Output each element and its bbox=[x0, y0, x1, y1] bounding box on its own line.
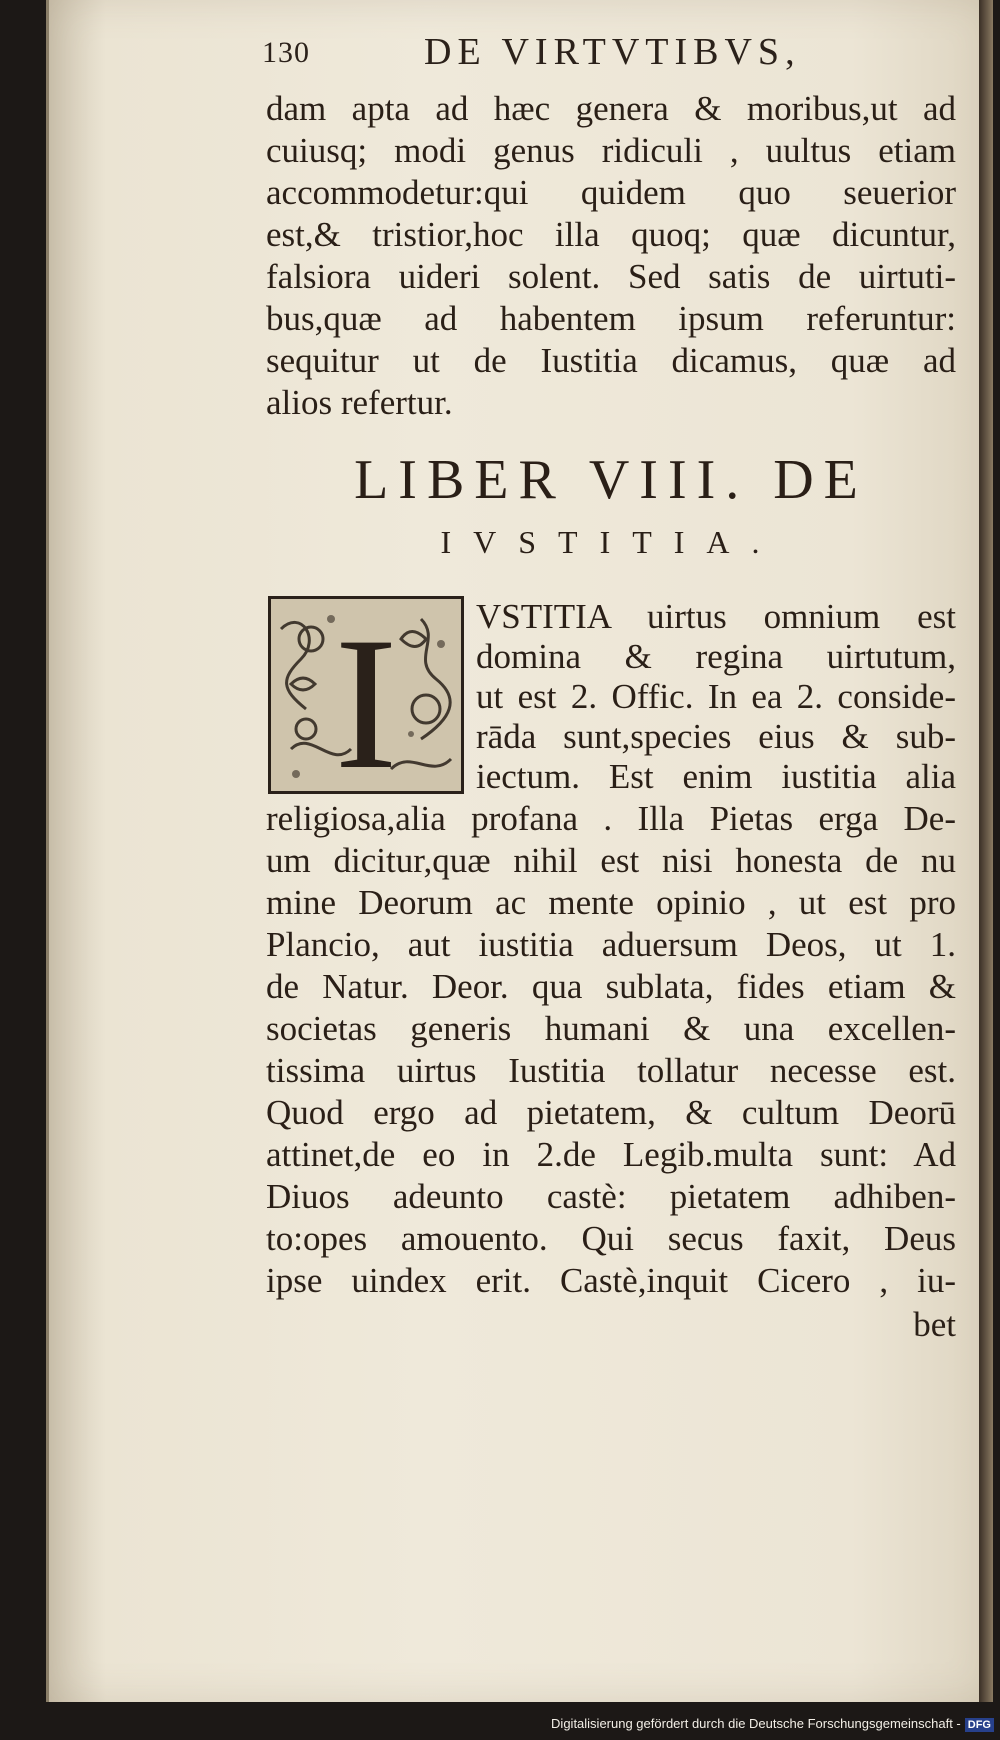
initial-letter: I bbox=[334, 599, 398, 791]
text-line: sequitur ut de Iustitia dicamus, quæ ad bbox=[266, 341, 956, 380]
text-line: VSTITIA uirtus omnium est bbox=[476, 597, 956, 636]
dfg-logo-icon: DFG bbox=[965, 1718, 994, 1732]
text-line: ipse uindex erit. Castè,inquit Cicero , iu- bbox=[266, 1261, 956, 1300]
text-line: domina & regina uirtutum, bbox=[476, 637, 956, 676]
text-line: est,& tristior,hoc illa quoq; quæ dicuntur, bbox=[266, 215, 956, 254]
text-line: Diuos adeunto castè: pietatem adhiben- bbox=[266, 1177, 956, 1216]
text-line: to:opes amouento. Qui secus faxit, Deus bbox=[266, 1219, 956, 1258]
book-subheading: IVSTITIA. bbox=[440, 524, 782, 560]
text-line: dam apta ad hæc genera & moribus,ut ad bbox=[266, 89, 956, 128]
text-line: ut est 2. Offic. In ea 2. conside- bbox=[476, 677, 956, 716]
text-line: societas generis humani & una excellen- bbox=[266, 1009, 956, 1048]
catchword: bet bbox=[913, 1305, 956, 1344]
text-line: accommodetur:qui quidem quo seuerior bbox=[266, 173, 956, 212]
text-line: attinet,de eo in 2.de Legib.multa sunt: Ad bbox=[266, 1135, 956, 1174]
book-heading: LIBER VIII. DE bbox=[354, 449, 868, 511]
running-head bbox=[262, 30, 822, 80]
text-line: alios refertur. bbox=[266, 383, 453, 422]
text-line: bus,quæ ad habentem ipsum referuntur: bbox=[266, 299, 956, 338]
decorated-initial-icon bbox=[268, 596, 464, 794]
footer-text: Digitalisierung gefördert durch die Deutsche Forschungsgemeinschaft - bbox=[551, 1716, 961, 1731]
text-line: tissima uirtus Iustitia tollatur necesse est. bbox=[266, 1051, 956, 1090]
text-line: de Natur. Deor. qua sublata, fides etiam & bbox=[266, 967, 956, 1006]
text-line: Plancio, aut iustitia aduersum Deos, ut 1. bbox=[266, 925, 956, 964]
running-title: DE VIRTVTIBVS, bbox=[424, 31, 801, 73]
page-number: 130 bbox=[262, 36, 310, 69]
text-line: Quod ergo ad pietatem, & cultum Deorū bbox=[266, 1093, 956, 1132]
text-line: um dicitur,quæ nihil est nisi honesta de nu bbox=[266, 841, 956, 880]
page-edge bbox=[979, 0, 993, 1702]
text-line: iectum. Est enim iustitia alia bbox=[476, 757, 956, 796]
text-line: cuiusq; modi genus ridiculi , uultus etiam bbox=[266, 131, 956, 170]
digitization-footer bbox=[551, 1714, 994, 1734]
text-line: mine Deorum ac mente opinio , ut est pro bbox=[266, 883, 956, 922]
text-line: religiosa,alia profana . Illa Pietas erga De- bbox=[266, 799, 956, 838]
text-line: falsiora uideri solent. Sed satis de uirtuti- bbox=[266, 257, 956, 296]
text-line: rāda sunt,species eius & sub- bbox=[476, 717, 956, 756]
